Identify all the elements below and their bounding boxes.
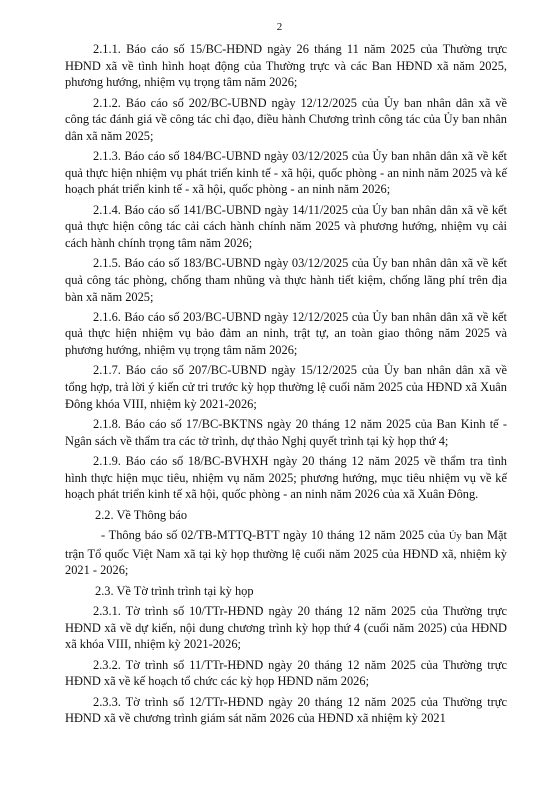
report-2-1-3: 2.1.3. Báo cáo số 184/BC-UBND ngày 03/12/2025 của Ủy ban nhân dân xã về kết quả thực hiện nhiệm vụ phát triển kinh tế - xã hội, quốc phòng - an ninh năm 2025 và kế hoạch phát triển kinh tế - xã hội, quốc phòng - an ninh năm 2026; [65, 149, 507, 197]
report-2-1-4: 2.1.4. Báo cáo số 141/BC-UBND ngày 14/11/2025 của Ủy ban nhân dân xã về kết quả thực hiện công tác cải cách hành chính năm 2025 và phương hướng, nhiệm vụ cải cách hành chính trọng tâm năm 2026; [65, 202, 507, 250]
document-body [65, 41, 507, 731]
notice-text-part3: ban Mặt trận Tổ quốc Việt Nam xã tại kỳ họp thường lệ cuối năm 2025 của HĐND xã, nhiệm kỳ 2021 - 2026; [65, 528, 508, 578]
notice-text-part2: Ủy [448, 531, 462, 542]
notice-text-part1: - Thông báo số 02/TB-MTTQ-BTT ngày 10 tháng 12 năm 2025 của [101, 528, 449, 542]
notice-paragraph [65, 527, 507, 579]
section-heading-2-3: 2.3. Về Tờ trình trình tại kỳ họp [95, 583, 254, 598]
report-2-1-9: 2.1.9. Báo cáo số 18/BC-BVHXH ngày 20 tháng 12 năm 2025 về thẩm tra tình hình thực hiện mục tiêu, nhiệm vụ năm 2025; phương hướng, mục tiêu nhiệm vụ về kế hoạch phát triển kinh tế xã hội, quốc phòng - an ninh năm 2026 của xã Xuân Đông. [65, 454, 507, 502]
report-2-1-2: 2.1.2. Báo cáo số 202/BC-UBND ngày 12/12/2025 của Ủy ban nhân dân xã về công tác đánh giá về công tác chỉ đạo, điều hành Chương trình công tác của Ủy ban nhân dân xã năm 2025; [65, 95, 507, 143]
report-2-1-5: 2.1.5. Báo cáo số 183/BC-UBND ngày 03/12/2025 của Ủy ban nhân dân xã về kết quả công tác phòng, chống tham nhũng và thực hành tiết kiệm, chống lãng phí trên địa bàn xã năm 2025; [65, 256, 507, 304]
page-number: 2 [276, 21, 283, 33]
report-2-1-1: 2.1.1. Báo cáo số 15/BC-HĐND ngày 26 tháng 11 năm 2025 của Thường trực HĐND xã về tình hình hoạt động của Thường trực và các Ban HĐND xã năm 2025, phương hướng, nhiệm vụ trọng tâm năm 2026; [65, 42, 507, 90]
proposal-2-3-3: 2.3.3. Tờ trình số 12/TTr-HĐND ngày 20 tháng 12 năm 2025 của Thường trực HĐND xã về chương trình giám sát năm 2026 của HĐND xã nhiệm kỳ 2021 [65, 694, 507, 726]
report-2-1-7: 2.1.7. Báo cáo số 207/BC-UBND ngày 15/12/2025 của Ủy ban nhân dân xã về tổng hợp, trả lời ý kiến cử tri trước kỳ họp thường lệ cuối năm 2025 của HĐND xã Xuân Đông khóa VIII, nhiệm kỳ 2021-2026; [65, 363, 507, 411]
section-heading-2-2: 2.2. Về Thông báo [95, 507, 188, 522]
proposal-2-3-2: 2.3.2. Tờ trình số 11/TTr-HĐND ngày 20 tháng 12 năm 2025 của Thường trực HĐND xã về kế hoạch tổ chức các kỳ họp HĐND năm 2026; [65, 657, 507, 689]
proposal-2-3-1: 2.3.1. Tờ trình số 10/TTr-HĐND ngày 20 tháng 12 năm 2025 của Thường trực HĐND xã về dự kiến, nội dung chương trình kỳ họp thứ 4 (cuối năm 2025) của HĐND xã khóa VIII, nhiệm kỳ 2021-2026; [65, 603, 507, 652]
report-2-1-8: 2.1.8. Báo cáo số 17/BC-BKTNS ngày 20 tháng 12 năm 2025 của Ban Kinh tế - Ngân sách về thẩm tra các tờ trình, dự thảo Nghị quyết trình tại kỳ họp thứ 4; [65, 417, 507, 448]
report-2-1-6: 2.1.6. Báo cáo số 203/BC-UBND ngày 12/12/2025 của Ủy ban nhân dân xã về kết quả thực hiện nhiệm vụ bảo đảm an ninh, trật tự, an toàn giao thông năm 2025 và phương hướng, nhiệm vụ trọng tâm năm 2026; [65, 309, 507, 358]
